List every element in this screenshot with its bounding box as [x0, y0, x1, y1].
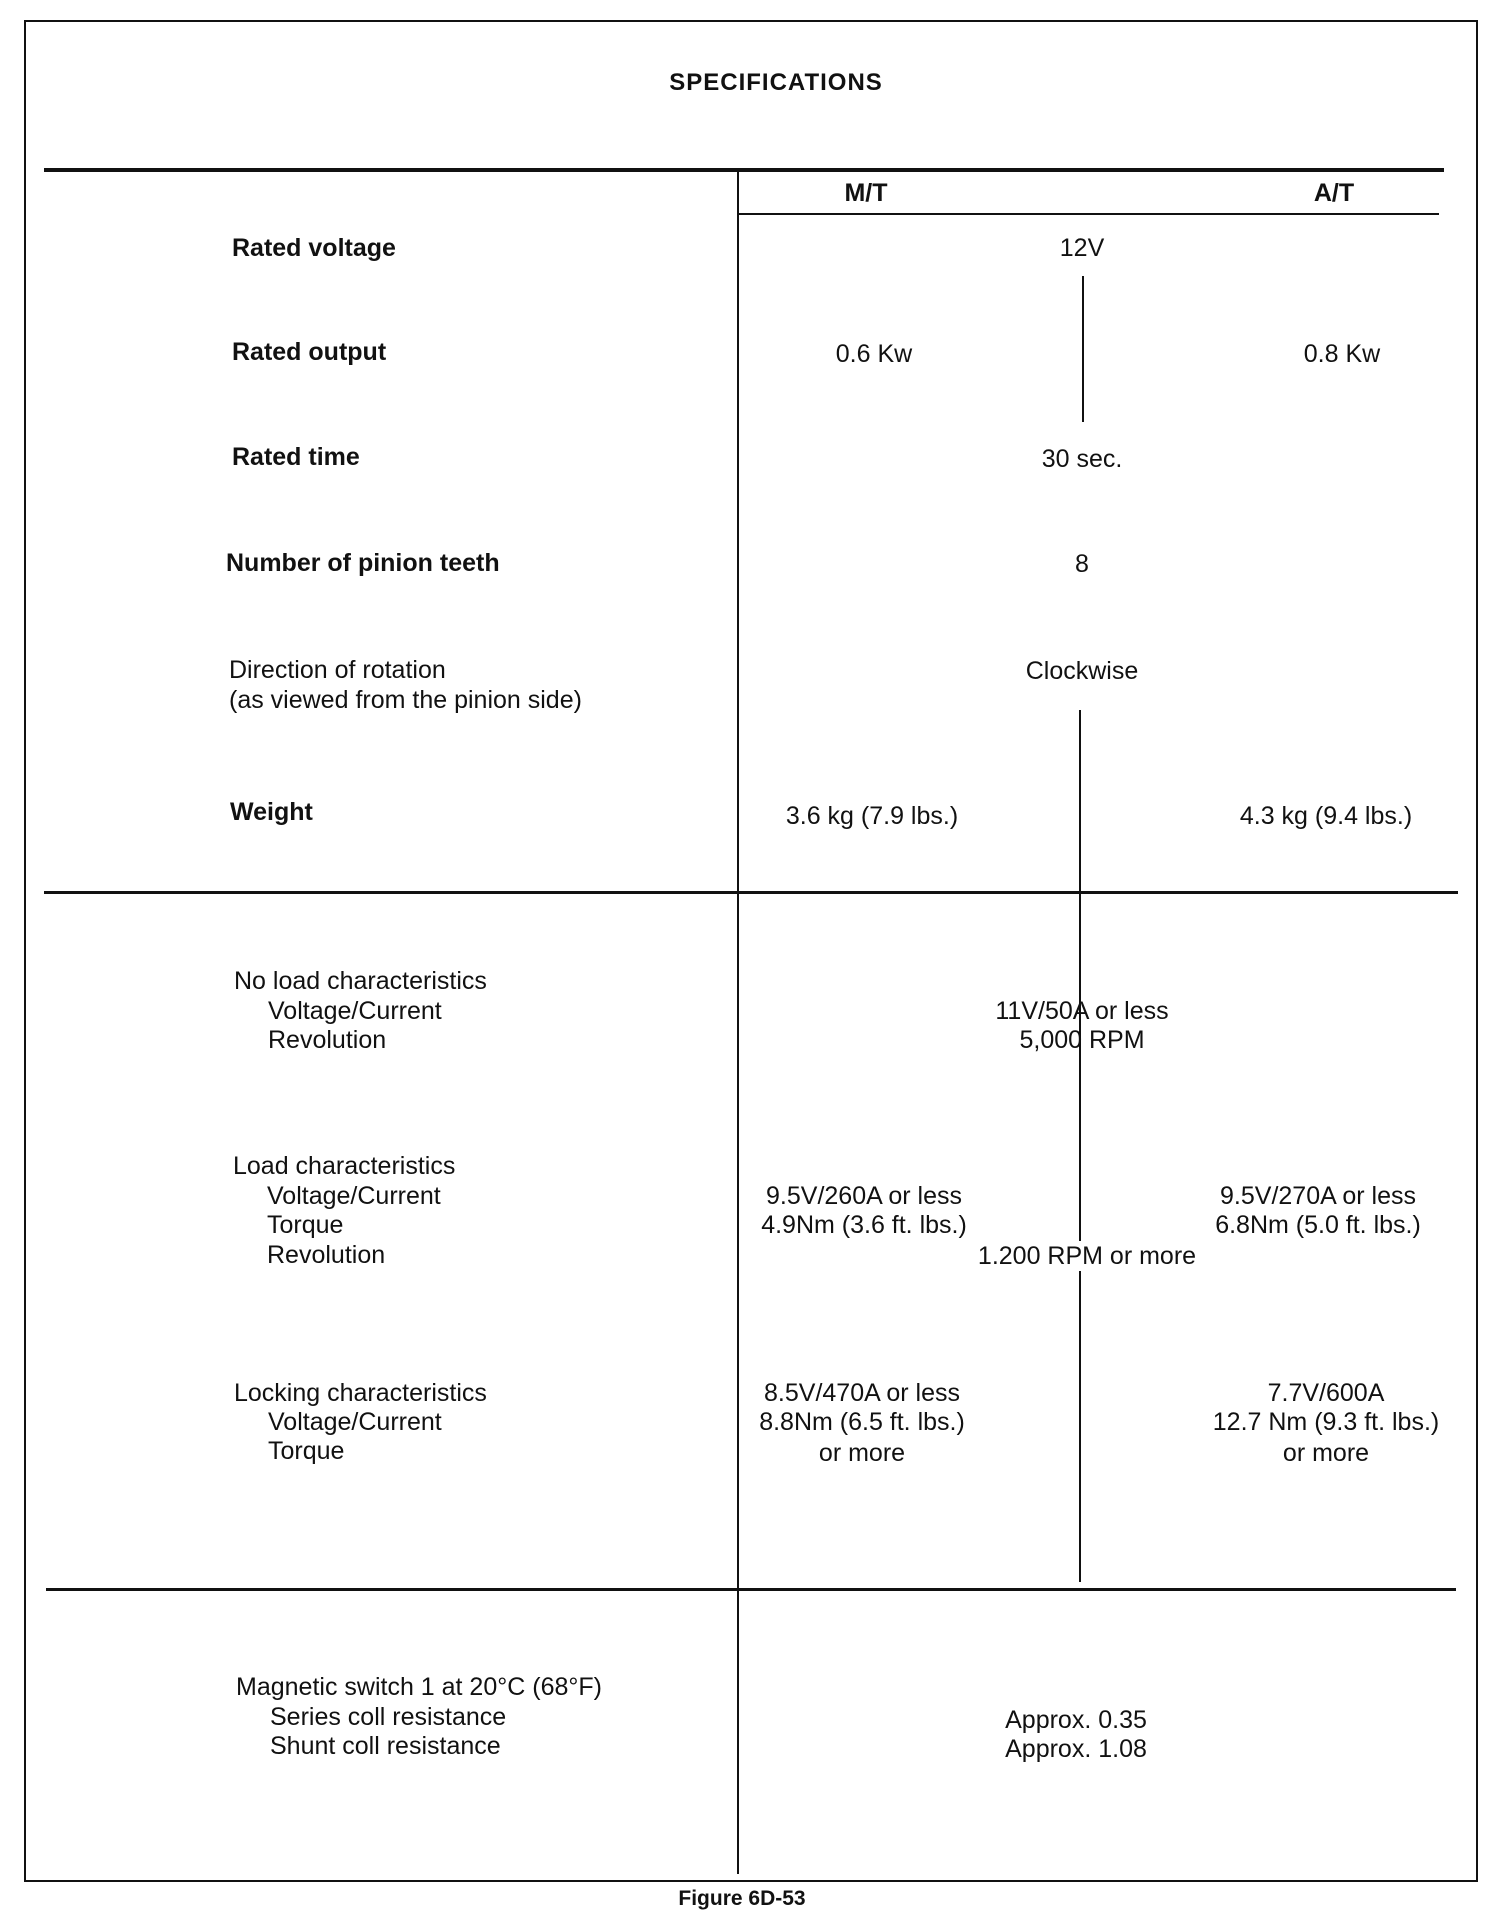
center-divider-lower [1079, 710, 1081, 1582]
label-rotation: Direction of rotation [229, 656, 446, 684]
value-locking-voltage-at: 7.7V/600A [1267, 1379, 1385, 1407]
value-weight-at: 4.3 kg (9.4 lbs.) [1239, 802, 1413, 830]
column-header-rule [739, 213, 1439, 215]
label-rated-output: Rated output [232, 338, 387, 366]
label-no-load: No load characteristics [234, 967, 487, 995]
value-weight-mt: 3.6 kg (7.9 lbs.) [785, 802, 959, 830]
label-pinion-teeth: Number of pinion teeth [226, 549, 500, 577]
column-divider [737, 172, 739, 1874]
label-locking: Locking characteristics [234, 1379, 487, 1407]
value-rated-time: 30 sec. [1041, 445, 1123, 473]
value-locking-torque-at: 12.7 Nm (9.3 ft. lbs.) [1212, 1408, 1440, 1436]
value-no-load-revolution: 5,000 RPM [1019, 1026, 1145, 1054]
header-rule [44, 168, 1444, 172]
value-locking-torque-mt: 8.8Nm (6.5 ft. lbs.) [759, 1408, 965, 1436]
label-rated-voltage: Rated voltage [232, 234, 396, 262]
label-no-load-voltage: Voltage/Current [268, 997, 442, 1025]
value-shunt-coil: Approx. 1.08 [1005, 1735, 1147, 1763]
label-rated-time: Rated time [232, 443, 360, 471]
label-rotation-sub: (as viewed from the pinion side) [229, 686, 582, 714]
label-load-torque: Torque [267, 1211, 344, 1239]
value-locking-more-at: or more [1282, 1439, 1370, 1467]
label-load: Load characteristics [233, 1152, 456, 1180]
label-magnetic: Magnetic switch 1 at 20°C (68°F) [236, 1673, 602, 1701]
value-load-voltage-at: 9.5V/270A or less [1220, 1182, 1416, 1210]
value-load-torque-at: 6.8Nm (5.0 ft. lbs.) [1215, 1211, 1421, 1239]
label-weight: Weight [230, 798, 313, 826]
label-locking-voltage: Voltage/Current [268, 1408, 442, 1436]
label-shunt-coil: Shunt coll resistance [270, 1732, 501, 1760]
column-header-mt: M/T [844, 179, 888, 207]
value-load-revolution: 1.200 RPM or more [974, 1241, 1200, 1271]
page-title: SPECIFICATIONS [669, 69, 883, 96]
figure-caption: Figure 6D-53 [678, 1887, 806, 1910]
label-load-revolution: Revolution [267, 1241, 386, 1269]
value-load-voltage-mt: 9.5V/260A or less [766, 1182, 962, 1210]
value-no-load-voltage: 11V/50A or less [995, 997, 1169, 1025]
column-header-at: A/T [1313, 179, 1355, 207]
label-locking-torque: Torque [268, 1437, 345, 1465]
label-series-coil: Series coll resistance [270, 1703, 507, 1731]
value-rated-output-at: 0.8 Kw [1303, 340, 1381, 368]
label-load-voltage: Voltage/Current [267, 1182, 441, 1210]
value-pinion-teeth: 8 [1075, 550, 1089, 578]
value-rotation: Clockwise [1025, 657, 1139, 685]
value-load-torque-mt: 4.9Nm (3.6 ft. lbs.) [761, 1211, 967, 1239]
section-rule-1 [44, 891, 1458, 894]
value-locking-voltage-mt: 8.5V/470A or less [764, 1379, 960, 1407]
value-locking-more-mt: or more [818, 1439, 906, 1467]
center-divider-upper [1082, 276, 1084, 422]
section-rule-2 [46, 1588, 1456, 1591]
spec-frame [24, 20, 1478, 1882]
value-rated-voltage: 12V [1059, 234, 1105, 262]
value-series-coil: Approx. 0.35 [1005, 1706, 1147, 1734]
label-no-load-revolution: Revolution [268, 1026, 387, 1054]
value-rated-output-mt: 0.6 Kw [835, 340, 913, 368]
